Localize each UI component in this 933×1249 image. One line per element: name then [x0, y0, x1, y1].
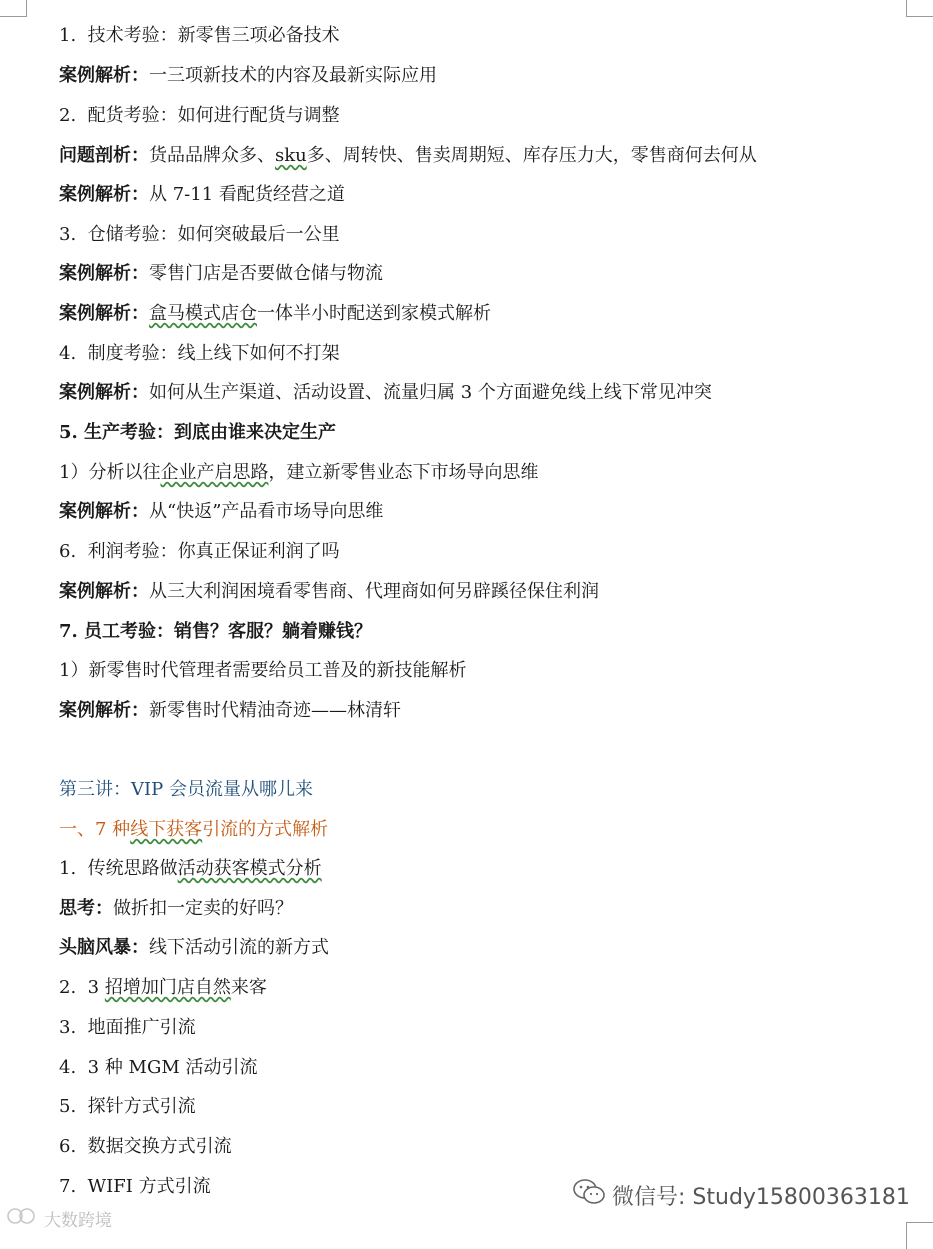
logo-icon: [6, 1207, 40, 1230]
thought-line: 思考：做折扣一定卖的好吗？: [59, 898, 293, 919]
bold-heading: 7. 员工考验：销售？客服？躺着赚钱？: [59, 621, 373, 642]
list-item: 6. 数据交换方式引流: [59, 1136, 232, 1157]
case-line: 案例解析：新零售时代精油奇迹——林清轩: [59, 700, 401, 721]
section-title: 第三讲：VIP 会员流量从哪儿来: [59, 779, 313, 800]
brand-watermark: [6, 1206, 112, 1231]
list-item: 2. 3 招增加门店自然来客: [59, 977, 267, 998]
list-item: 1. 技术考验：新零售三项必备技术: [59, 25, 340, 46]
list-item: 5. 探针方式引流: [59, 1096, 196, 1117]
list-item: 4. 3 种 MGM 活动引流: [59, 1057, 258, 1078]
case-line: 案例解析：零售门店是否要做仓储与物流: [59, 263, 383, 284]
case-line: 案例解析：一三项新技术的内容及最新实际应用: [59, 65, 437, 86]
sub-item: 1）新零售时代管理者需要给员工普及的新技能解析: [59, 660, 467, 681]
list-item: 7. WIFI 方式引流: [59, 1176, 211, 1197]
wechat-id-text: 微信号: Study15800363181: [612, 1184, 910, 1210]
case-line: 案例解析：从“快返”产品看市场导向思维: [59, 501, 384, 522]
brand-text: 大数跨境: [44, 1211, 112, 1231]
list-item: 3. 地面推广引流: [59, 1017, 196, 1038]
case-line: 案例解析：如何从生产渠道、活动设置、流量归属 3 个方面避免线上线下常见冲突: [59, 382, 712, 403]
wechat-icon: [572, 1178, 606, 1212]
list-item: 4. 制度考验：线上线下如何不打架: [59, 343, 340, 364]
bold-heading: 5. 生产考验：到底由谁来决定生产: [59, 422, 337, 443]
list-item: 6. 利润考验：你真正保证利润了吗: [59, 541, 340, 562]
list-item: 1. 传统思路做活动获客模式分析: [59, 858, 322, 879]
crop-mark-bottom-right: [906, 1222, 933, 1249]
case-line: 案例解析：从 7-11 看配货经营之道: [59, 184, 345, 205]
sub-item: 1）分析以往企业产启思路，建立新零售业态下市场导向思维: [59, 462, 539, 483]
list-item: 2. 配货考验：如何进行配货与调整: [59, 105, 340, 126]
list-item: 3. 仓储考验：如何突破最后一公里: [59, 224, 340, 245]
case-line: 案例解析：盒马模式店仓一体半小时配送到家模式解析: [59, 303, 491, 324]
crop-mark-top-right: [906, 0, 933, 17]
case-line: 案例解析：从三大利润困境看零售商、代理商如何另辟蹊径保住利润: [59, 581, 599, 602]
subsection-title: 一、7 种线下获客引流的方式解析: [59, 819, 329, 840]
crop-mark-top-left: [0, 0, 27, 17]
brainstorm-line: 头脑风暴：线下活动引流的新方式: [59, 937, 329, 958]
wechat-watermark: [572, 1178, 910, 1212]
problem-line: 问题剖析：货品品牌众多、sku多、周转快、售卖周期短、库存压力大，零售商何去何从: [59, 145, 757, 166]
